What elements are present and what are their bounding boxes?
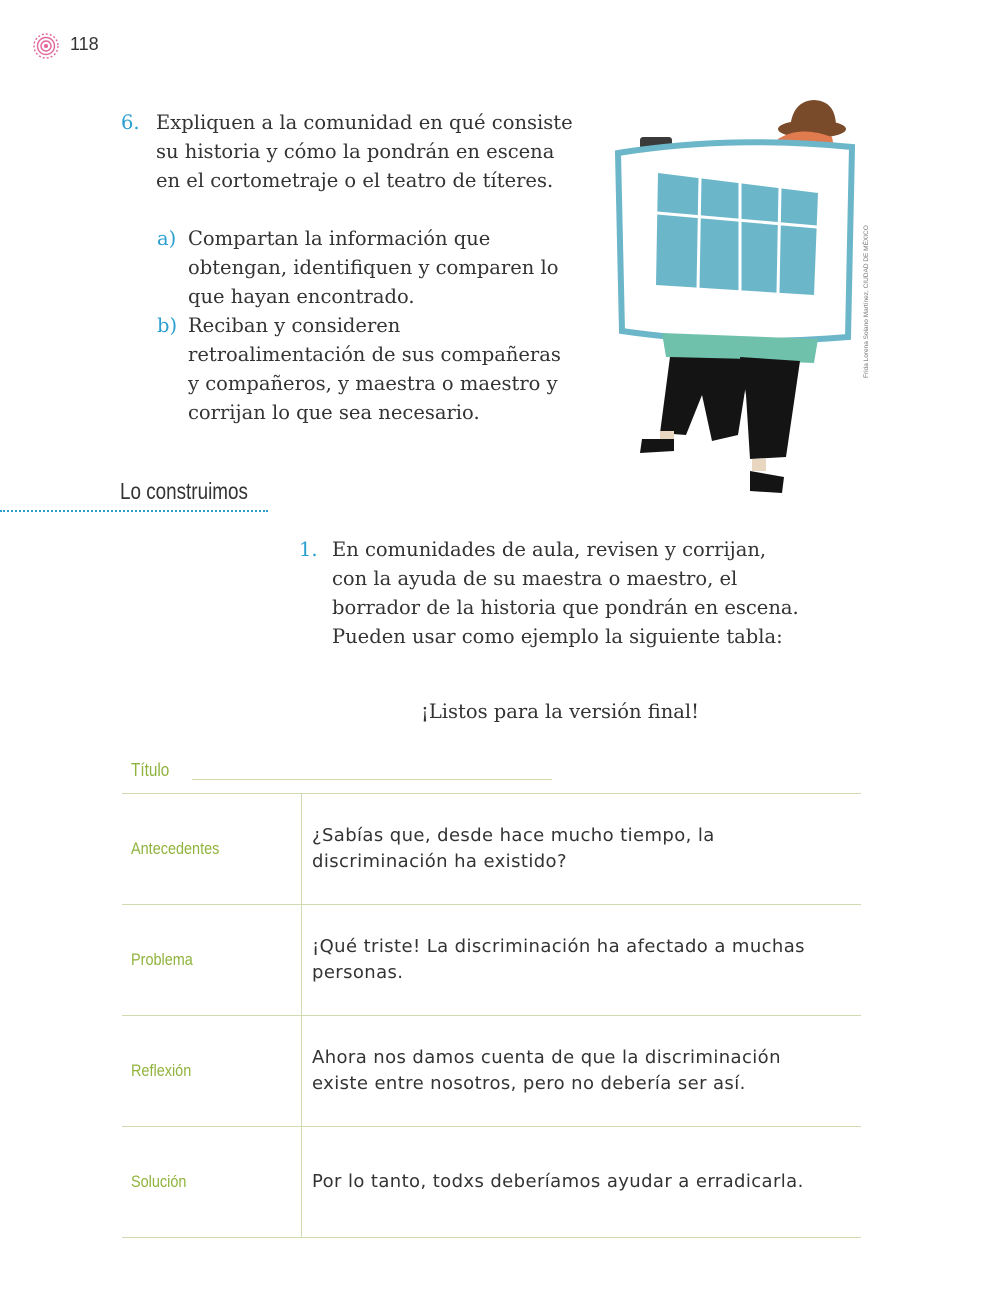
activity-6a-marker: a): [157, 227, 177, 250]
title-label-text: Título: [131, 760, 170, 780]
row-label-text: Solución: [131, 1172, 187, 1191]
row-text: ¡Qué triste! La discriminación ha afectado a muchas personas.: [312, 936, 805, 983]
activity-6-number: 6.: [121, 111, 140, 134]
table-row: [122, 1127, 861, 1238]
row-label-text: Antecedentes: [131, 839, 220, 858]
row-text: Ahora nos damos cuenta de que la discriminación existe entre nosotros, pero no debería ser así.: [312, 1047, 781, 1094]
story-structure-table: [122, 793, 861, 1238]
title-blank-line: [192, 779, 552, 780]
row-label: [122, 1016, 302, 1126]
illustration-credit-text: Frida Lorena Solano Martínez, CIUDAD DE MÉXICO: [863, 225, 870, 378]
row-label: [122, 1127, 302, 1237]
table-row: [122, 905, 861, 1016]
activity-6-text: Expliquen a la comunidad en qué consiste su historia y cómo la pondrán en escena en el cortometraje o el teatro de títeres.: [156, 111, 573, 192]
illustration-credit: [858, 200, 872, 380]
activity-6b-marker: b): [157, 314, 178, 337]
activity-6b-text: Reciban y consideren retroalimentación de sus compañeras y compañeros, y maestra o maestro y corrijan lo que sea necesario.: [188, 314, 561, 424]
row-label-text: Problema: [131, 950, 193, 969]
activity-1-number: 1.: [299, 538, 318, 561]
table-caption: ¡Listos para la versión final!: [420, 700, 699, 723]
activity-1-text: En comunidades de aula, revisen y corrijan, con la ayuda de su maestra o maestro, el borrador de la historia que pondrán en escena. Pueden usar como ejemplo la siguiente tabla:: [332, 538, 799, 648]
character-holding-window-illustration: [600, 95, 870, 500]
section-title: Lo construimos: [120, 478, 248, 504]
row-text: ¿Sabías que, desde hace mucho tiempo, la discriminación ha existido?: [312, 825, 715, 872]
row-label: [122, 905, 302, 1015]
table-row: [122, 1016, 861, 1127]
page-ornament-icon: [32, 32, 60, 60]
title-label: [131, 760, 176, 781]
activity-6a-text: Compartan la información que obtengan, identifiquen y comparen lo que hayan encontrado.: [188, 227, 559, 308]
page-number: 118: [70, 34, 99, 54]
row-label: [122, 794, 302, 904]
table-row: [122, 794, 861, 905]
row-label-text: Reflexión: [131, 1061, 192, 1080]
section-divider: [0, 510, 268, 512]
row-text: Por lo tanto, todxs deberíamos ayudar a erradicarla.: [312, 1171, 804, 1192]
